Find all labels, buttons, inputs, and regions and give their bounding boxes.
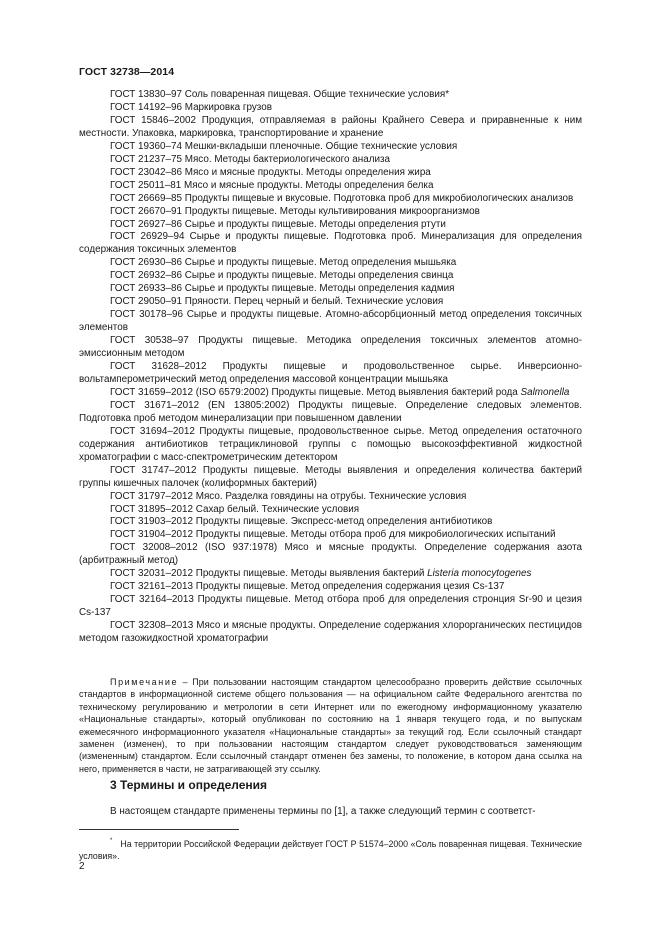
reference-item: [79, 180, 582, 193]
section-intro-text: В настоящем стандарте применены термины по [1], а также следующий термин с соответст-: [110, 806, 536, 817]
reference-italic-term: Listeria monocytogenes: [427, 568, 532, 580]
reference-item: [79, 491, 582, 504]
reference-text: ГОСТ 19360–74 Мешки-вкладыши пленочные. Общие технические условия: [110, 140, 458, 152]
reference-text: ГОСТ 31797–2012 Мясо. Разделка говядины на отрубы. Технические условия: [110, 490, 467, 502]
reference-text: ГОСТ 31904–2012 Продукты пищевые. Методы отбора проб для микробиологических испытаний: [110, 529, 556, 541]
footnote-text: На территории Российской Федерации действует ГОСТ Р 51574–2000 «Соль поваренная пищевая. Технические условия».: [79, 838, 582, 861]
reference-item: [79, 89, 582, 102]
reference-text: ГОСТ 15846–2002 Продукция, отправляемая в районы Крайнего Севера и приравненные к ним местности. Упаковка, маркировка, транспортирование и хранение: [79, 114, 582, 139]
reference-text: ГОСТ 31694–2012 Продукты пищевые, продовольственное сырье. Метод определения остаточного содержания антибиотиков тетрациклиновой группы с помощью высокоэффективной жидкостной хроматографии с масс-спектрометрическим детектором: [79, 425, 582, 463]
reference-item: [79, 219, 582, 232]
reference-item: [79, 400, 582, 426]
footnote: [79, 836, 582, 862]
reference-item: [79, 296, 582, 309]
reference-item: [79, 542, 582, 568]
footnote-marker: *: [110, 838, 113, 844]
document-header: ГОСТ 32738—2014: [79, 66, 175, 78]
page-number: 2: [79, 861, 85, 872]
note-label: Примечание: [110, 677, 179, 687]
reference-text: ГОСТ 29050–91 Пряности. Перец черный и белый. Технические условия: [110, 296, 444, 308]
reference-item: [79, 335, 582, 361]
reference-item: [79, 516, 582, 529]
reference-item: [79, 361, 582, 387]
reference-text: ГОСТ 31903–2012 Продукты пищевые. Экспресс-метод определения антибиотиков: [110, 516, 493, 528]
reference-text: ГОСТ 32164–2013 Продукты пищевые. Метод отбора проб для определения стронция Sr-90 и цезия Cs-137: [79, 594, 582, 619]
reference-item: [79, 270, 582, 283]
reference-text: ГОСТ 32008–2012 (ISO 937:1978) Мясо и мясные продукты. Определение содержания азота (арбитражный метод): [79, 542, 582, 567]
reference-item: [79, 387, 582, 400]
reference-item: [79, 141, 582, 154]
reference-text: ГОСТ 23042–86 Мясо и мясные продукты. Методы определения жира: [110, 166, 431, 178]
reference-item: [79, 283, 582, 296]
reference-item: [79, 154, 582, 167]
reference-text: ГОСТ 26669–85 Продукты пищевые и вкусовые. Подготовка проб для микробиологических анализов: [110, 192, 574, 204]
reference-text: ГОСТ 26927–86 Сырье и продукты пищевые. Методы определения ртути: [110, 218, 446, 230]
reference-item: [79, 102, 582, 115]
reference-text: ГОСТ 31671–2012 (EN 13805:2002) Продукты пищевые. Определение следовых элементов. Подготовка проб методом минерализации при повышенном давлении: [79, 399, 582, 424]
reference-text: ГОСТ 26929–94 Сырье и продукты пищевые. Подготовка проб. Минерализация для определения содержания токсичных элементов: [79, 231, 582, 256]
reference-text: ГОСТ 25011–81 Мясо и мясные продукты. Методы определения белка: [110, 179, 434, 191]
reference-item: [79, 309, 582, 335]
reference-item: [79, 465, 582, 491]
reference-item: [79, 426, 582, 465]
note-text: – При пользовании настоящим стандартом целесообразно проверить действие ссылочных стандартов в информационной системе общего пользования — на официальном сайте Федерального агентства по техническому регулированию и метрологии в сети Интернет или по ежегодному информационному указателю «Национальные стандарты», который опубликован по состоянию на 1 января текущего года, и по выпускам ежемесячного информационного указателя «Национальные стандарты» за текущий год. Если ссылочный стандарт заменен (изменен), то при пользовании настоящим стандартом следует руководствоваться заменяющим (измененным) стандартом. Если ссылочный стандарт отменен без замены, то положение, в котором дана ссылка на него, применяется в части, не затрагивающей эту ссылку.: [79, 677, 582, 774]
reference-item: [79, 115, 582, 141]
reference-text: ГОСТ 32308–2013 Мясо и мясные продукты. Определение содержания хлорорганических пестицидов методом газожидкостной хроматографии: [79, 620, 582, 645]
normative-references-list: [79, 89, 582, 646]
reference-text: ГОСТ 32161–2013 Продукты пищевые. Метод определения содержания цезия Cs-137: [110, 581, 505, 593]
reference-item: [79, 594, 582, 620]
reference-item: [79, 504, 582, 517]
reference-item: [79, 581, 582, 594]
reference-text: ГОСТ 13830–97 Соль поваренная пищевая. Общие технические условия*: [110, 89, 450, 100]
reference-item: [79, 231, 582, 257]
reference-italic-term: Salmonella: [520, 386, 570, 398]
reference-text: ГОСТ 14192–96 Маркировка грузов: [110, 101, 272, 113]
reference-text: ГОСТ 30538–97 Продукты пищевые. Методика определения токсичных элементов атомно-эмиссионным методом: [79, 335, 582, 360]
reference-item: [79, 257, 582, 270]
reference-text: ГОСТ 26930–86 Сырье и продукты пищевые. Метод определения мышьяка: [110, 257, 457, 269]
reference-text: ГОСТ 30178–96 Сырье и продукты пищевые. Атомно-абсорбционный метод определения токсичных элементов: [79, 309, 582, 334]
reference-item: [79, 206, 582, 219]
reference-text: ГОСТ 26670–91 Продукты пищевые. Методы культивирования микроорганизмов: [110, 205, 480, 217]
reference-item: [79, 167, 582, 180]
note-paragraph: [79, 676, 582, 775]
reference-text: ГОСТ 31895–2012 Сахар белый. Технические условия: [110, 503, 360, 515]
reference-text: ГОСТ 32031–2012 Продукты пищевые. Методы выявления бактерий: [110, 568, 428, 580]
reference-item: [79, 529, 582, 542]
reference-text: ГОСТ 26932–86 Сырье и продукты пищевые. Методы определения свинца: [110, 270, 454, 282]
reference-text: ГОСТ 26933–86 Сырье и продукты пищевые. Методы определения кадмия: [110, 283, 455, 295]
reference-text: ГОСТ 31747–2012 Продукты пищевые. Методы выявления и определения количества бактерий группы кишечных палочек (колиформных бактерий): [79, 464, 582, 489]
reference-text: ГОСТ 31628–2012 Продукты пищевые и продовольственное сырье. Инверсионно-вольтамперометрический метод определения массовой концентрации мышьяка: [79, 361, 582, 385]
reference-item: [79, 568, 582, 581]
reference-text: ГОСТ 31659–2012 (ISO 6579:2002) Продукты пищевые. Метод выявления бактерий рода: [110, 386, 521, 398]
footnote-divider: [79, 829, 239, 830]
reference-text: ГОСТ 21237–75 Мясо. Методы бактериологического анализа: [110, 153, 390, 165]
section-heading: 3 Термины и определения: [110, 778, 268, 792]
reference-item: [79, 620, 582, 646]
reference-item: [79, 193, 582, 206]
